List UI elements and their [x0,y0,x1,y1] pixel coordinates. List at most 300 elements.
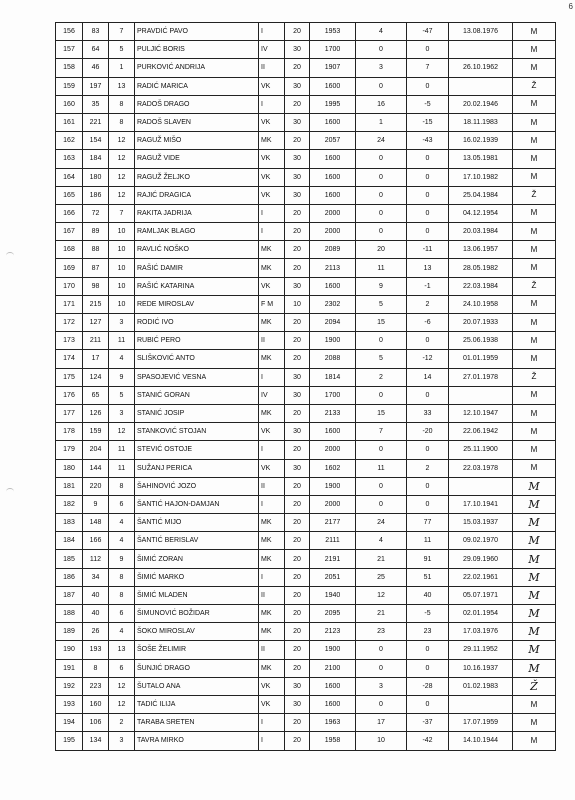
row-number: 164 [56,168,83,186]
rank-cell: 127 [83,314,109,332]
sex-cell: M [513,459,556,477]
sex-cell: Ž [513,186,556,204]
rank-cell: 65 [83,386,109,404]
category-cell: VK [259,459,285,477]
row-number: 167 [56,223,83,241]
points-cell: 0 [356,477,407,495]
rating-cell: 1700 [310,386,356,404]
difference-cell: 0 [407,332,449,350]
rank-cell: 64 [83,41,109,59]
points-cell: 3 [356,677,407,695]
row-number: 193 [56,695,83,713]
rank-cell: 184 [83,150,109,168]
sex-cell: M [513,314,556,332]
difference-cell: -42 [407,732,449,750]
k-factor-cell: 30 [285,368,310,386]
k-factor-cell: 20 [285,350,310,368]
rank-cell: 154 [83,132,109,150]
games-cell: 6 [109,605,135,623]
k-factor-cell: 20 [285,605,310,623]
rank-cell: 26 [83,623,109,641]
k-factor-cell: 20 [285,59,310,77]
difference-cell: -12 [407,350,449,368]
rank-cell: 40 [83,586,109,604]
row-number: 159 [56,77,83,95]
table-row [56,41,556,59]
rank-cell: 144 [83,459,109,477]
category-cell: F M [259,295,285,313]
games-cell: 11 [109,459,135,477]
category-cell: MK [259,550,285,568]
category-cell: I [259,732,285,750]
rating-cell: 2177 [310,514,356,532]
player-name: ŠAHINOVIĆ JOZO [135,477,259,495]
points-cell: 4 [356,23,407,41]
games-cell: 8 [109,113,135,131]
player-name: ŠIMUNOVIĆ BOŽIDAR [135,605,259,623]
table-row [56,714,556,732]
difference-cell: 0 [407,659,449,677]
points-cell: 0 [356,168,407,186]
rank-cell: 87 [83,259,109,277]
rating-cell: 1700 [310,41,356,59]
birth-date-cell: 14.10.1944 [449,732,513,750]
table-row [56,168,556,186]
sex-cell: M [513,423,556,441]
player-name: ŠOŠE ŽELIMIR [135,641,259,659]
games-cell: 12 [109,695,135,713]
sex-cell: M [513,295,556,313]
table-row [56,404,556,422]
birth-date-cell [449,695,513,713]
k-factor-cell: 10 [285,295,310,313]
k-factor-cell: 20 [285,623,310,641]
table-row [56,259,556,277]
birth-date-cell: 27.01.1978 [449,368,513,386]
birth-date-cell: 10.16.1937 [449,659,513,677]
games-cell: 10 [109,241,135,259]
rating-cell: 2113 [310,259,356,277]
table-row [56,59,556,77]
rank-cell: 72 [83,204,109,222]
birth-date-cell: 22.02.1961 [449,568,513,586]
points-cell: 4 [356,532,407,550]
sex-cell: M [513,259,556,277]
games-cell: 4 [109,514,135,532]
player-name: RAŠIĆ DAMIR [135,259,259,277]
table-row [56,350,556,368]
table-row [56,277,556,295]
rating-cell: 1600 [310,695,356,713]
sex-cell: Ž [513,677,556,695]
rating-cell: 1963 [310,714,356,732]
rank-cell: 89 [83,223,109,241]
rating-cell: 2088 [310,350,356,368]
rank-cell: 112 [83,550,109,568]
player-name: TARABA SRETEN [135,714,259,732]
row-number: 178 [56,423,83,441]
table-row [56,695,556,713]
player-name: RAMLJAK BLAGO [135,223,259,241]
row-number: 187 [56,586,83,604]
k-factor-cell: 30 [285,168,310,186]
points-cell: 21 [356,550,407,568]
k-factor-cell: 20 [285,659,310,677]
sex-cell: M [513,568,556,586]
category-cell: MK [259,350,285,368]
category-cell: MK [259,404,285,422]
difference-cell: -47 [407,23,449,41]
points-cell: 3 [356,59,407,77]
birth-date-cell: 15.03.1937 [449,514,513,532]
birth-date-cell: 29.11.1952 [449,641,513,659]
sex-cell: Ž [513,77,556,95]
category-cell: VK [259,277,285,295]
points-cell: 0 [356,186,407,204]
category-cell: I [259,714,285,732]
category-cell: II [259,477,285,495]
games-cell: 12 [109,186,135,204]
row-number: 183 [56,514,83,532]
birth-date-cell: 17.03.1976 [449,623,513,641]
player-name: ŠANTIĆ HAJON-DAMJAN [135,495,259,513]
rating-cell: 1602 [310,459,356,477]
sex-cell: M [513,23,556,41]
row-number: 172 [56,314,83,332]
table-row [56,186,556,204]
sex-cell: M [513,204,556,222]
row-number: 169 [56,259,83,277]
category-cell: VK [259,150,285,168]
difference-cell: 40 [407,586,449,604]
category-cell: I [259,204,285,222]
games-cell: 3 [109,314,135,332]
player-name: STANIĆ GORAN [135,386,259,404]
games-cell: 7 [109,23,135,41]
sex-cell: M [513,441,556,459]
row-number: 179 [56,441,83,459]
k-factor-cell: 20 [285,532,310,550]
games-cell: 13 [109,641,135,659]
difference-cell: -5 [407,95,449,113]
birth-date-cell: 12.10.1947 [449,404,513,422]
player-name: RUBIĆ PERO [135,332,259,350]
table-row [56,77,556,95]
rating-cell: 2051 [310,568,356,586]
table-row [56,386,556,404]
player-name: RAGUŽ ŽELJKO [135,168,259,186]
rating-cell: 2095 [310,605,356,623]
category-cell: VK [259,113,285,131]
difference-cell: 14 [407,368,449,386]
player-name: RAGUŽ MIŠO [135,132,259,150]
row-number: 162 [56,132,83,150]
birth-date-cell: 09.02.1970 [449,532,513,550]
category-cell: I [259,223,285,241]
sex-cell: M [513,241,556,259]
points-cell: 17 [356,714,407,732]
difference-cell: 13 [407,259,449,277]
table-row [56,532,556,550]
rating-cell: 1995 [310,95,356,113]
k-factor-cell: 20 [285,23,310,41]
points-cell: 2 [356,368,407,386]
birth-date-cell: 16.02.1939 [449,132,513,150]
games-cell: 10 [109,223,135,241]
games-cell: 9 [109,368,135,386]
row-number: 177 [56,404,83,422]
rating-cell: 2000 [310,495,356,513]
player-name: ŠOKO MIROSLAV [135,623,259,641]
k-factor-cell: 30 [285,77,310,95]
k-factor-cell: 20 [285,495,310,513]
rating-cell: 2089 [310,241,356,259]
games-cell: 8 [109,586,135,604]
difference-cell: 91 [407,550,449,568]
k-factor-cell: 20 [285,641,310,659]
difference-cell: 0 [407,495,449,513]
sex-cell: Ž [513,368,556,386]
category-cell: I [259,368,285,386]
row-number: 165 [56,186,83,204]
birth-date-cell: 22.03.1984 [449,277,513,295]
rank-cell: 215 [83,295,109,313]
games-cell: 5 [109,386,135,404]
birth-date-cell: 26.10.1962 [449,59,513,77]
points-cell: 25 [356,568,407,586]
difference-cell: 2 [407,295,449,313]
points-cell: 1 [356,113,407,131]
points-cell: 23 [356,623,407,641]
sex-cell: M [513,550,556,568]
difference-cell: 0 [407,186,449,204]
player-name: RADOŠ SLAVEN [135,113,259,131]
games-cell: 4 [109,350,135,368]
rank-cell: 166 [83,532,109,550]
category-cell: II [259,641,285,659]
difference-cell: -20 [407,423,449,441]
rank-cell: 126 [83,404,109,422]
category-cell: VK [259,77,285,95]
player-name: RODIĆ IVO [135,314,259,332]
difference-cell: -5 [407,605,449,623]
birth-date-cell: 17.10.1982 [449,168,513,186]
points-cell: 0 [356,204,407,222]
birth-date-cell: 25.11.1900 [449,441,513,459]
sex-cell: Ž [513,277,556,295]
rating-cell: 2191 [310,550,356,568]
row-number: 171 [56,295,83,313]
sex-cell: M [513,623,556,641]
sex-cell: M [513,495,556,513]
table-row [56,623,556,641]
rating-cell: 1958 [310,732,356,750]
difference-cell: -43 [407,132,449,150]
difference-cell: -6 [407,314,449,332]
birth-date-cell: 29.09.1960 [449,550,513,568]
k-factor-cell: 20 [285,95,310,113]
birth-date-cell: 24.10.1958 [449,295,513,313]
difference-cell: 0 [407,204,449,222]
birth-date-cell: 13.05.1981 [449,150,513,168]
player-name: RAJIĆ DRAGICA [135,186,259,204]
table-row [56,659,556,677]
player-name: SLIŠKOVIĆ ANTO [135,350,259,368]
category-cell: IV [259,386,285,404]
rank-cell: 83 [83,23,109,41]
row-number: 175 [56,368,83,386]
rank-cell: 223 [83,677,109,695]
player-name: RAGUŽ VIDE [135,150,259,168]
points-cell: 0 [356,332,407,350]
table-row [56,95,556,113]
points-cell: 0 [356,223,407,241]
table-row [56,441,556,459]
row-number: 180 [56,459,83,477]
k-factor-cell: 30 [285,150,310,168]
category-cell: II [259,59,285,77]
rating-cell: 2000 [310,204,356,222]
rating-cell: 2302 [310,295,356,313]
rating-cell: 1900 [310,332,356,350]
sex-cell: M [513,350,556,368]
category-cell: VK [259,168,285,186]
birth-date-cell: 20.02.1946 [449,95,513,113]
points-cell: 15 [356,314,407,332]
row-number: 160 [56,95,83,113]
k-factor-cell: 30 [285,677,310,695]
rating-cell: 1814 [310,368,356,386]
birth-date-cell: 04.12.1954 [449,204,513,222]
games-cell: 2 [109,714,135,732]
k-factor-cell: 20 [285,441,310,459]
points-cell: 12 [356,586,407,604]
sex-cell: M [513,732,556,750]
points-cell: 15 [356,404,407,422]
player-name: PULJIĆ BORIS [135,41,259,59]
rank-cell: 35 [83,95,109,113]
points-cell: 24 [356,132,407,150]
rank-cell: 17 [83,350,109,368]
row-number: 157 [56,41,83,59]
rank-cell: 134 [83,732,109,750]
games-cell: 11 [109,332,135,350]
rank-cell: 180 [83,168,109,186]
sex-cell: M [513,113,556,131]
sex-cell: M [513,150,556,168]
table-row [56,477,556,495]
player-name: RAŠIĆ KATARINA [135,277,259,295]
birth-date-cell: 22.06.1942 [449,423,513,441]
player-name: STEVIĆ OSTOJE [135,441,259,459]
player-name: STANIĆ JOSIP [135,404,259,422]
table-row [56,314,556,332]
sex-cell: M [513,477,556,495]
category-cell: II [259,586,285,604]
games-cell: 4 [109,532,135,550]
table-row [56,732,556,750]
table-row [56,223,556,241]
difference-cell: -11 [407,241,449,259]
games-cell: 8 [109,568,135,586]
table-row [56,550,556,568]
games-cell: 13 [109,77,135,95]
difference-cell: 23 [407,623,449,641]
table-row [56,568,556,586]
k-factor-cell: 20 [285,586,310,604]
category-cell: VK [259,677,285,695]
table-row [56,368,556,386]
games-cell: 12 [109,423,135,441]
row-number: 170 [56,277,83,295]
rating-cell: 1900 [310,641,356,659]
difference-cell: 11 [407,532,449,550]
difference-cell: 77 [407,514,449,532]
difference-cell: 0 [407,695,449,713]
k-factor-cell: 20 [285,314,310,332]
birth-date-cell [449,477,513,495]
rank-cell: 221 [83,113,109,131]
k-factor-cell: 20 [285,714,310,732]
difference-cell: 33 [407,404,449,422]
birth-date-cell: 25.06.1938 [449,332,513,350]
k-factor-cell: 20 [285,204,310,222]
points-cell: 0 [356,659,407,677]
birth-date-cell [449,386,513,404]
player-name: REDE MIROSLAV [135,295,259,313]
difference-cell: 0 [407,223,449,241]
difference-cell: 0 [407,168,449,186]
rank-cell: 98 [83,277,109,295]
player-name: ŠUNJIĆ DRAGO [135,659,259,677]
games-cell: 12 [109,132,135,150]
k-factor-cell: 30 [285,459,310,477]
table-row [56,641,556,659]
rating-cell: 1953 [310,23,356,41]
category-cell: I [259,441,285,459]
rating-cell: 1600 [310,168,356,186]
difference-cell: -28 [407,677,449,695]
rank-cell: 159 [83,423,109,441]
category-cell: I [259,23,285,41]
category-cell: MK [259,605,285,623]
points-cell: 0 [356,441,407,459]
table-row [56,605,556,623]
difference-cell: 0 [407,441,449,459]
sex-cell: M [513,386,556,404]
category-cell: I [259,95,285,113]
rating-cell: 2133 [310,404,356,422]
points-cell: 0 [356,41,407,59]
sex-cell: M [513,532,556,550]
row-number: 176 [56,386,83,404]
k-factor-cell: 30 [285,386,310,404]
table-row [56,241,556,259]
category-cell: MK [259,259,285,277]
table-row [56,495,556,513]
table-row [56,204,556,222]
player-name: PURKOVIĆ ANDRIJA [135,59,259,77]
row-number: 192 [56,677,83,695]
games-cell: 9 [109,550,135,568]
birth-date-cell: 20.07.1933 [449,314,513,332]
player-name: ŠANTIĆ MIJO [135,514,259,532]
sex-cell: M [513,586,556,604]
k-factor-cell: 20 [285,550,310,568]
points-cell: 21 [356,605,407,623]
table-row [56,113,556,131]
birth-date-cell: 25.04.1984 [449,186,513,204]
